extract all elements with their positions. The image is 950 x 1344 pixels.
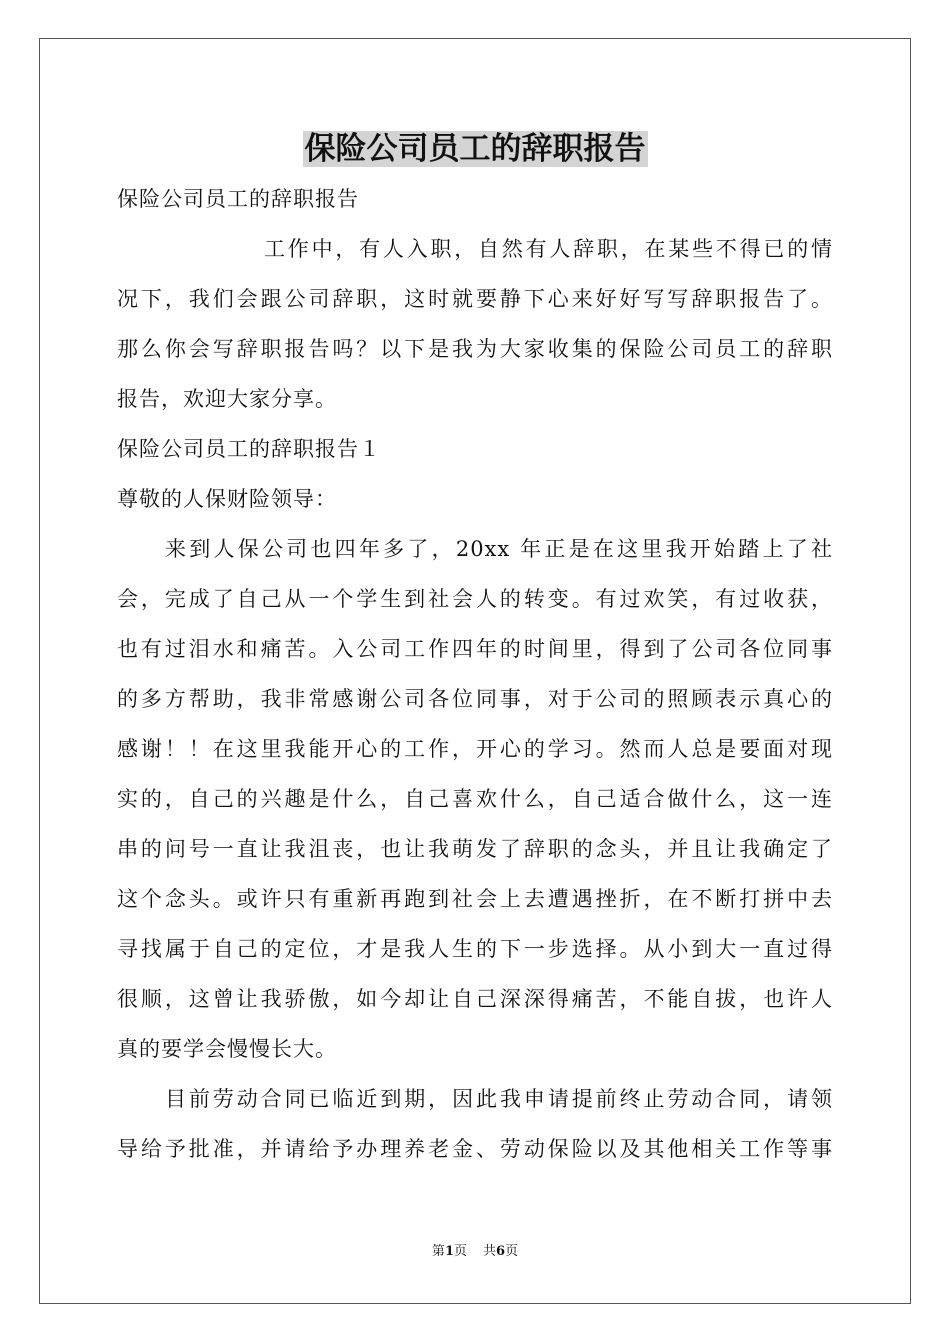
body-line: 串的问号一直让我沮丧，也让我萌发了辞职的念头，并且让我确定了	[117, 837, 833, 861]
page-unit: 页	[453, 1244, 467, 1259]
body-line: 来到人保公司也四年多了，20xx 年正是在这里我开始踏上了社	[165, 537, 833, 561]
intro-line-3: 那么你会写辞职报告吗？以下是我为大家收集的保险公司员工的辞职	[117, 337, 833, 361]
body-line: 感谢！！在这里我能开心的工作，开心的学习。然而人总是要面对现	[117, 737, 833, 761]
salutation: 尊敬的人保财险领导：	[117, 487, 337, 511]
body-line: 寻找属于自己的定位，才是我人生的下一步选择。从小到大一直过得	[117, 937, 833, 961]
body-line: 导给予批准，并请给予办理养老金、劳动保险以及其他相关工作等事	[117, 1137, 833, 1161]
body-line: 实的，自己的兴趣是什么，自己喜欢什么，自己适合做什么，这一连	[117, 787, 833, 811]
intro-line-4: 报告，欢迎大家分享。	[117, 387, 337, 411]
total-unit: 页	[505, 1244, 519, 1259]
body-line: 的多方帮助，我非常感谢公司各位同事，对于公司的照顾表示真心的	[117, 687, 833, 711]
body-line: 这个念头。或许只有重新再跑到社会上去遭遇挫折，在不断打拼中去	[117, 887, 833, 911]
subtitle-line: 保险公司员工的辞职报告	[117, 187, 359, 211]
section-heading: 保险公司员工的辞职报告１	[117, 437, 381, 461]
body-line: 也有过泪水和痛苦。入公司工作四年的时间里，得到了公司各位同事	[117, 637, 833, 661]
body-line: 会，完成了自己从一个学生到社会人的转变。有过欢笑，有过收获，	[117, 587, 833, 611]
document-body	[117, 174, 833, 1174]
document-title-text: 保险公司员工的辞职报告	[304, 131, 646, 167]
page-total: 6	[496, 1244, 506, 1259]
page-current: 1	[444, 1244, 454, 1259]
intro-line-1: 工作中，有人入职，自然有人辞职，在某些不得已的情	[264, 237, 833, 261]
body-line: 真的要学会慢慢长大。	[117, 1037, 337, 1061]
page-prefix: 第	[431, 1244, 445, 1259]
total-prefix: 共	[483, 1244, 497, 1259]
body-line: 很顺，这曾让我骄傲，如今却让自己深深得痛苦，不能自拔，也许人	[117, 987, 833, 1011]
document-title	[0, 127, 950, 171]
page-footer	[0, 1243, 950, 1261]
body-line: 目前劳动合同已临近到期，因此我申请提前终止劳动合同，请领	[165, 1087, 833, 1111]
intro-line-2: 况下，我们会跟公司辞职，这时就要静下心来好好写写辞职报告了。	[117, 287, 833, 311]
